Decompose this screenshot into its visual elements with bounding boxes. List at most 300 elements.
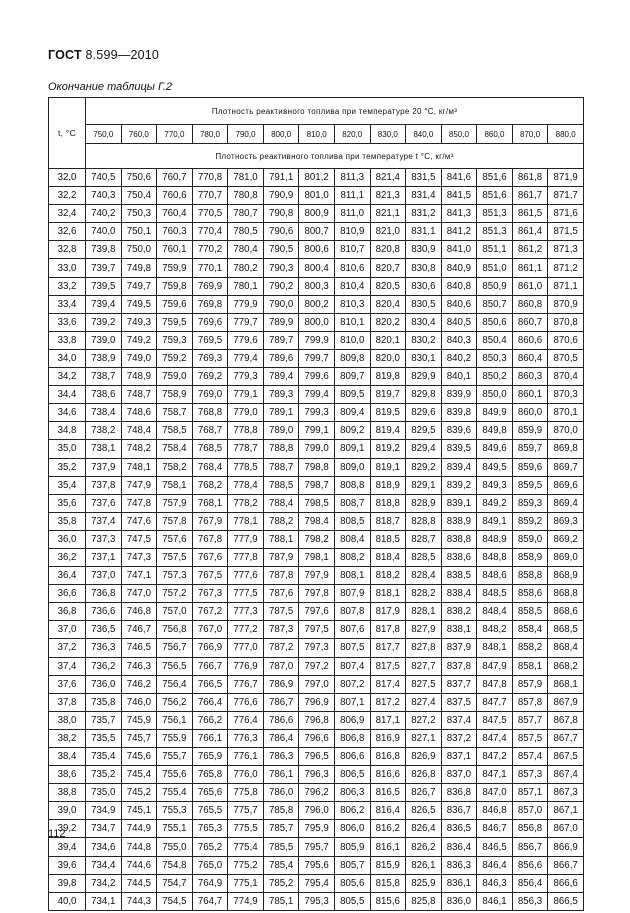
- doc-number: 8.599—2010: [85, 48, 160, 62]
- density-cell: 736,3: [86, 639, 122, 657]
- density-cell: 758,9: [157, 386, 193, 404]
- density-cell: 776,0: [228, 766, 264, 784]
- density-cell: 818,9: [370, 476, 406, 494]
- density-column-header: 780,0: [192, 125, 228, 144]
- density-cell: 810,4: [334, 277, 370, 295]
- temperature-cell: 36,0: [49, 530, 86, 548]
- density-cell: 799,3: [299, 404, 335, 422]
- density-cell: 841,5: [441, 187, 477, 205]
- density-cell: 738,1: [86, 440, 122, 458]
- temperature-cell: 32,8: [49, 241, 86, 259]
- table-row: [49, 386, 584, 404]
- density-cell: 796,8: [299, 711, 335, 729]
- density-cell: 795,9: [299, 820, 335, 838]
- density-cell: 769,6: [192, 313, 228, 331]
- density-cell: 747,3: [121, 548, 157, 566]
- density-column-header: 830,0: [370, 125, 406, 144]
- density-cell: 745,6: [121, 748, 157, 766]
- density-cell: 858,5: [512, 603, 548, 621]
- density-column-header: 870,0: [512, 125, 548, 144]
- table-row: [49, 187, 584, 205]
- density-cell: 820,0: [370, 349, 406, 367]
- density-cell: 778,4: [228, 476, 264, 494]
- density-cell: 818,5: [370, 530, 406, 548]
- density-cell: 736,8: [86, 585, 122, 603]
- density-cell: 734,2: [86, 874, 122, 892]
- density-cell: 847,4: [477, 729, 513, 747]
- density-cell: 746,0: [121, 693, 157, 711]
- density-cell: 767,5: [192, 567, 228, 585]
- density-cell: 745,7: [121, 729, 157, 747]
- density-cell: 775,4: [228, 838, 264, 856]
- density-cell: 806,0: [334, 820, 370, 838]
- table-row: [49, 458, 584, 476]
- density-cell: 747,6: [121, 512, 157, 530]
- density-cell: 840,5: [441, 313, 477, 331]
- density-cell: 857,8: [512, 693, 548, 711]
- temperature-cell: 39,2: [49, 820, 86, 838]
- density-cell: 755,4: [157, 784, 193, 802]
- density-cell: 748,6: [121, 404, 157, 422]
- table-row: [49, 404, 584, 422]
- density-cell: 830,4: [406, 313, 442, 331]
- density-cell: 841,6: [441, 169, 477, 187]
- density-cell: 767,2: [192, 603, 228, 621]
- density-cell: 839,6: [441, 422, 477, 440]
- density-cell: 785,4: [263, 856, 299, 874]
- temperature-cell: 37,2: [49, 639, 86, 657]
- table-row: [49, 729, 584, 747]
- density-cell: 769,8: [192, 295, 228, 313]
- density-cell: 738,4: [86, 404, 122, 422]
- density-cell: 867,1: [548, 802, 584, 820]
- density-cell: 785,2: [263, 874, 299, 892]
- density-cell: 861,8: [512, 169, 548, 187]
- density-cell: 789,7: [263, 331, 299, 349]
- temperature-cell: 35,4: [49, 476, 86, 494]
- density-cell: 759,2: [157, 349, 193, 367]
- density-cell: 808,1: [334, 567, 370, 585]
- density-cell: 848,1: [477, 639, 513, 657]
- density-column-header: 810,0: [299, 125, 335, 144]
- density-cell: 767,6: [192, 548, 228, 566]
- page-number: 112: [48, 828, 66, 840]
- table-row: [49, 621, 584, 639]
- temperature-cell: 39,0: [49, 802, 86, 820]
- density-cell: 809,8: [334, 349, 370, 367]
- density-cell: 748,9: [121, 368, 157, 386]
- temperature-cell: 37,6: [49, 675, 86, 693]
- density-cell: 837,2: [441, 729, 477, 747]
- density-cell: 788,7: [263, 458, 299, 476]
- density-cell: 850,7: [477, 295, 513, 313]
- density-cell: 756,8: [157, 621, 193, 639]
- density-cell: 765,9: [192, 748, 228, 766]
- temperature-cell: 34,8: [49, 422, 86, 440]
- density-cell: 797,9: [299, 567, 335, 585]
- table-row: [49, 748, 584, 766]
- density-cell: 766,1: [192, 729, 228, 747]
- density-cell: 858,1: [512, 657, 548, 675]
- density-columns-row: [49, 125, 584, 144]
- density-cell: 786,7: [263, 693, 299, 711]
- density-cell: 805,9: [334, 838, 370, 856]
- density-cell: 816,5: [370, 784, 406, 802]
- density-cell: 870,3: [548, 386, 584, 404]
- density-cell: 797,3: [299, 639, 335, 657]
- density-cell: 866,9: [548, 838, 584, 856]
- density-cell: 826,4: [406, 820, 442, 838]
- density-cell: 828,1: [406, 603, 442, 621]
- density-cell: 867,8: [548, 711, 584, 729]
- density-column-header: 880,0: [548, 125, 584, 144]
- density-cell: 770,1: [192, 259, 228, 277]
- density-cell: 848,4: [477, 603, 513, 621]
- density-cell: 847,8: [477, 675, 513, 693]
- density-cell: 856,3: [512, 892, 548, 910]
- table-row: [49, 874, 584, 892]
- density-cell: 739,7: [86, 259, 122, 277]
- density-cell: 779,6: [228, 331, 264, 349]
- density-cell: 775,5: [228, 820, 264, 838]
- density-cell: 829,4: [406, 440, 442, 458]
- density-cell: 817,8: [370, 621, 406, 639]
- density-cell: 780,8: [228, 187, 264, 205]
- density-cell: 836,3: [441, 856, 477, 874]
- density-cell: 851,6: [477, 169, 513, 187]
- density-cell: 788,1: [263, 530, 299, 548]
- density-cell: 867,9: [548, 693, 584, 711]
- density-cell: 740,0: [86, 223, 122, 241]
- density-cell: 829,5: [406, 422, 442, 440]
- density-cell: 735,4: [86, 748, 122, 766]
- density-cell: 806,3: [334, 784, 370, 802]
- table-row: [49, 657, 584, 675]
- density-cell: 749,8: [121, 259, 157, 277]
- density-cell: 749,2: [121, 331, 157, 349]
- density-cell: 744,3: [121, 892, 157, 910]
- density-cell: 819,1: [370, 458, 406, 476]
- density-cell: 805,5: [334, 892, 370, 910]
- density-cell: 754,5: [157, 892, 193, 910]
- density-cell: 769,3: [192, 349, 228, 367]
- density-cell: 766,9: [192, 639, 228, 657]
- density-cell: 810,1: [334, 313, 370, 331]
- density-cell: 797,8: [299, 585, 335, 603]
- density-cell: 747,5: [121, 530, 157, 548]
- density-cell: 786,6: [263, 711, 299, 729]
- density-cell: 848,9: [477, 530, 513, 548]
- density-cell: 856,8: [512, 820, 548, 838]
- temperature-cell: 40,0: [49, 892, 86, 910]
- density-cell: 749,0: [121, 349, 157, 367]
- density-cell: 745,2: [121, 784, 157, 802]
- density-cell: 776,6: [228, 693, 264, 711]
- temperature-cell: 36,2: [49, 548, 86, 566]
- density-cell: 868,4: [548, 639, 584, 657]
- density-cell: 840,2: [441, 349, 477, 367]
- temperature-cell: 33,0: [49, 259, 86, 277]
- density-cell: 799,9: [299, 331, 335, 349]
- density-cell: 796,2: [299, 784, 335, 802]
- density-cell: 774,9: [228, 892, 264, 910]
- density-cell: 788,8: [263, 440, 299, 458]
- density-cell: 747,9: [121, 476, 157, 494]
- density-column-header: 840,0: [406, 125, 442, 144]
- density-cell: 796,3: [299, 766, 335, 784]
- density-cell: 841,2: [441, 223, 477, 241]
- density-cell: 870,5: [548, 349, 584, 367]
- density-cell: 769,0: [192, 386, 228, 404]
- density-cell: 780,7: [228, 205, 264, 223]
- density-cell: 829,1: [406, 476, 442, 494]
- density-cell: 839,5: [441, 440, 477, 458]
- density-cell: 795,4: [299, 874, 335, 892]
- density-cell: 757,5: [157, 548, 193, 566]
- density-cell: 856,6: [512, 856, 548, 874]
- density-cell: 838,4: [441, 585, 477, 603]
- density-cell: 836,0: [441, 892, 477, 910]
- density-cell: 859,5: [512, 476, 548, 494]
- temperature-cell: 37,8: [49, 693, 86, 711]
- density-cell: 775,1: [228, 874, 264, 892]
- density-cell: 826,1: [406, 856, 442, 874]
- density-cell: 861,0: [512, 277, 548, 295]
- table-row: [49, 331, 584, 349]
- density-cell: 829,6: [406, 404, 442, 422]
- density-cell: 799,7: [299, 349, 335, 367]
- density-cell: 799,6: [299, 368, 335, 386]
- density-cell: 849,6: [477, 440, 513, 458]
- density-cell: 776,4: [228, 711, 264, 729]
- density-cell: 859,3: [512, 494, 548, 512]
- table-row: [49, 838, 584, 856]
- density-cell: 757,6: [157, 530, 193, 548]
- density-cell: 805,6: [334, 874, 370, 892]
- density-cell: 767,9: [192, 512, 228, 530]
- density-cell: 791,1: [263, 169, 299, 187]
- density-cell: 780,2: [228, 259, 264, 277]
- density-cell: 838,9: [441, 512, 477, 530]
- density-cell: 857,5: [512, 729, 548, 747]
- temperature-cell: 35,2: [49, 458, 86, 476]
- density-cell: 850,6: [477, 313, 513, 331]
- density-cell: 871,7: [548, 187, 584, 205]
- density-cell: 759,9: [157, 259, 193, 277]
- density-cell: 776,3: [228, 729, 264, 747]
- density-cell: 817,9: [370, 603, 406, 621]
- density-cell: 836,7: [441, 802, 477, 820]
- density-cell: 847,9: [477, 657, 513, 675]
- density-cell: 790,2: [263, 277, 299, 295]
- density-cell: 755,7: [157, 748, 193, 766]
- density-cell: 744,5: [121, 874, 157, 892]
- table-head: [49, 98, 584, 169]
- density-cell: 789,0: [263, 422, 299, 440]
- density-cell: 839,2: [441, 476, 477, 494]
- density-cell: 777,0: [228, 639, 264, 657]
- density-cell: 768,5: [192, 440, 228, 458]
- density-cell: 827,9: [406, 621, 442, 639]
- temperature-cell: 35,6: [49, 494, 86, 512]
- density-cell: 798,5: [299, 494, 335, 512]
- density-cell: 797,6: [299, 603, 335, 621]
- density-cell: 757,0: [157, 603, 193, 621]
- table-body: [49, 169, 584, 911]
- density-cell: 829,2: [406, 458, 442, 476]
- density-cell: 839,9: [441, 386, 477, 404]
- density-cell: 849,2: [477, 494, 513, 512]
- density-cell: 750,1: [121, 223, 157, 241]
- density-cell: 818,1: [370, 585, 406, 603]
- density-cell: 847,0: [477, 784, 513, 802]
- density-cell: 756,1: [157, 711, 193, 729]
- density-cell: 800,6: [299, 241, 335, 259]
- density-cell: 768,4: [192, 458, 228, 476]
- density-cell: 850,0: [477, 386, 513, 404]
- density-cell: 739,2: [86, 313, 122, 331]
- density-cell: 870,9: [548, 295, 584, 313]
- density-column-header: 860,0: [477, 125, 513, 144]
- density-cell: 837,4: [441, 711, 477, 729]
- density-cell: 858,2: [512, 639, 548, 657]
- density-cell: 826,2: [406, 838, 442, 856]
- temperature-cell: 33,2: [49, 277, 86, 295]
- density-cell: 847,5: [477, 711, 513, 729]
- density-cell: 789,3: [263, 386, 299, 404]
- density-cell: 737,8: [86, 476, 122, 494]
- density-cell: 869,6: [548, 476, 584, 494]
- density-cell: 785,7: [263, 820, 299, 838]
- density-cell: 871,9: [548, 169, 584, 187]
- density-cell: 809,5: [334, 386, 370, 404]
- density-cell: 759,3: [157, 331, 193, 349]
- density-cell: 868,8: [548, 585, 584, 603]
- density-cell: 857,3: [512, 766, 548, 784]
- density-cell: 746,3: [121, 657, 157, 675]
- density-cell: 837,5: [441, 693, 477, 711]
- density-cell: 866,7: [548, 856, 584, 874]
- density-cell: 801,0: [299, 187, 335, 205]
- density-cell: 748,2: [121, 440, 157, 458]
- density-cell: 760,7: [157, 169, 193, 187]
- table-caption: Окончание таблицы Г.2: [48, 81, 172, 93]
- table-row: [49, 241, 584, 259]
- density-cell: 817,7: [370, 639, 406, 657]
- density-cell: 869,0: [548, 548, 584, 566]
- density-cell: 815,8: [370, 874, 406, 892]
- density-cell: 870,4: [548, 368, 584, 386]
- density-cell: 808,2: [334, 548, 370, 566]
- header-row-top: [49, 98, 584, 125]
- density-cell: 837,7: [441, 675, 477, 693]
- density-cell: 870,8: [548, 313, 584, 331]
- density-cell: 821,1: [370, 205, 406, 223]
- density-cell: 795,6: [299, 856, 335, 874]
- density-cell: 819,5: [370, 404, 406, 422]
- density-cell: 750,6: [121, 169, 157, 187]
- density-cell: 856,4: [512, 874, 548, 892]
- density-cell: 735,8: [86, 693, 122, 711]
- density-cell: 787,0: [263, 657, 299, 675]
- density-cell: 846,8: [477, 802, 513, 820]
- bottom-header: Плотность реактивного топлива при температуре t °С, кг/м³: [86, 144, 584, 169]
- density-cell: 846,5: [477, 838, 513, 856]
- density-cell: 839,8: [441, 404, 477, 422]
- density-cell: 734,6: [86, 838, 122, 856]
- density-cell: 776,1: [228, 748, 264, 766]
- density-cell: 801,2: [299, 169, 335, 187]
- density-cell: 838,1: [441, 621, 477, 639]
- density-cell: 738,6: [86, 386, 122, 404]
- density-cell: 840,1: [441, 368, 477, 386]
- density-cell: 819,8: [370, 368, 406, 386]
- density-cell: 777,5: [228, 585, 264, 603]
- density-cell: 745,9: [121, 711, 157, 729]
- density-cell: 850,9: [477, 277, 513, 295]
- density-cell: 737,0: [86, 567, 122, 585]
- density-cell: 785,8: [263, 802, 299, 820]
- density-cell: 846,4: [477, 856, 513, 874]
- density-cell: 734,7: [86, 820, 122, 838]
- density-cell: 789,6: [263, 349, 299, 367]
- density-cell: 827,4: [406, 693, 442, 711]
- temperature-cell: 38,8: [49, 784, 86, 802]
- density-cell: 787,2: [263, 639, 299, 657]
- table-row: [49, 169, 584, 187]
- density-cell: 800,9: [299, 205, 335, 223]
- density-cell: 810,9: [334, 223, 370, 241]
- density-cell: 755,3: [157, 802, 193, 820]
- density-cell: 820,1: [370, 331, 406, 349]
- temperature-cell: 39,6: [49, 856, 86, 874]
- table-row: [49, 205, 584, 223]
- density-cell: 841,3: [441, 205, 477, 223]
- density-cell: 846,7: [477, 820, 513, 838]
- table-row: [49, 277, 584, 295]
- density-cell: 788,4: [263, 494, 299, 512]
- density-cell: 739,5: [86, 277, 122, 295]
- density-cell: 827,2: [406, 711, 442, 729]
- table-row: [49, 548, 584, 566]
- density-cell: 760,3: [157, 223, 193, 241]
- density-cell: 766,4: [192, 693, 228, 711]
- density-cell: 807,6: [334, 621, 370, 639]
- density-cell: 779,7: [228, 313, 264, 331]
- density-cell: 765,8: [192, 766, 228, 784]
- density-cell: 750,4: [121, 187, 157, 205]
- density-cell: 778,1: [228, 512, 264, 530]
- density-cell: 785,1: [263, 892, 299, 910]
- density-cell: 848,5: [477, 585, 513, 603]
- density-cell: 809,2: [334, 422, 370, 440]
- density-cell: 815,9: [370, 856, 406, 874]
- density-cell: 817,1: [370, 711, 406, 729]
- density-cell: 840,9: [441, 259, 477, 277]
- density-cell: 757,8: [157, 512, 193, 530]
- density-cell: 746,5: [121, 639, 157, 657]
- density-cell: 830,6: [406, 277, 442, 295]
- density-cell: 810,6: [334, 259, 370, 277]
- density-cell: 785,5: [263, 838, 299, 856]
- density-cell: 848,2: [477, 621, 513, 639]
- density-cell: 829,8: [406, 386, 442, 404]
- density-cell: 780,4: [228, 241, 264, 259]
- density-cell: 746,7: [121, 621, 157, 639]
- density-cell: 806,2: [334, 802, 370, 820]
- density-cell: 820,2: [370, 313, 406, 331]
- density-cell: 786,3: [263, 748, 299, 766]
